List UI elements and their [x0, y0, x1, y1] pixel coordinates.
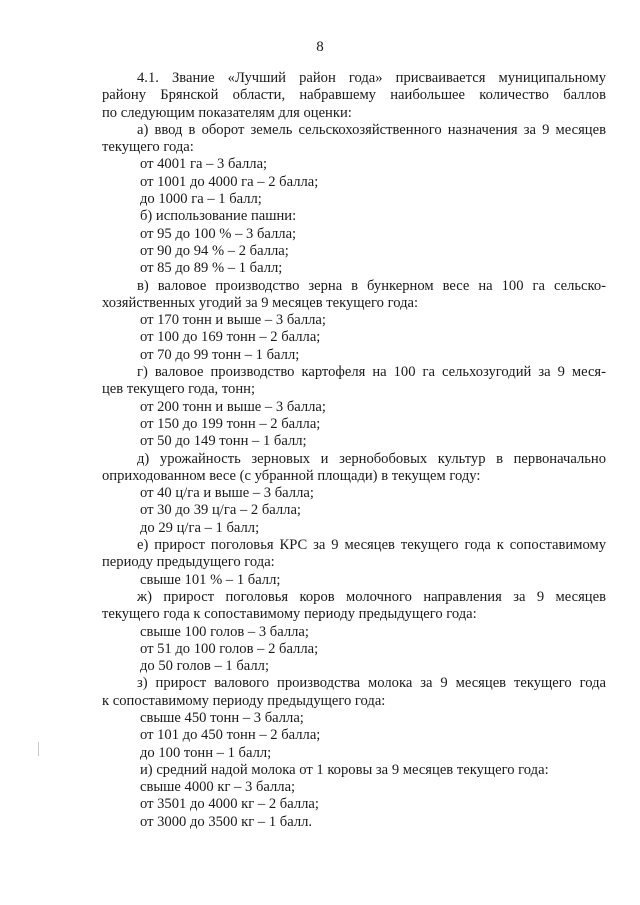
text-line: в) валовое производство зерна в бункерном весе на 100 га сельско-	[137, 277, 606, 294]
text-line: от 200 тонн и выше – 3 балла;	[140, 398, 326, 415]
text-line: от 100 до 169 тонн – 2 балла;	[140, 329, 321, 346]
document-body	[102, 70, 606, 831]
scan-artifact	[38, 742, 39, 756]
text-line: от 4001 га – 3 балла;	[140, 156, 268, 173]
text-line: оприходованном весе (с убранной площади) в текущем году:	[102, 467, 481, 484]
text-line: от 40 ц/га и выше – 3 балла;	[140, 485, 314, 502]
text-line: свыше 4000 кг – 3 балла;	[140, 779, 296, 796]
text-line: от 150 до 199 тонн – 2 балла;	[140, 415, 321, 432]
text-line: от 95 до 100 % – 3 балла;	[140, 225, 297, 242]
text-line: от 85 до 89 % – 1 балл;	[140, 260, 283, 277]
text-line: свыше 450 тонн – 3 балла;	[140, 709, 304, 726]
text-line: от 51 до 100 голов – 2 балла;	[140, 640, 319, 657]
text-line: от 50 до 149 тонн – 1 балл;	[140, 433, 307, 450]
page-number: 8	[316, 39, 324, 55]
text-line: свыше 101 % – 1 балл;	[140, 571, 281, 588]
text-line: от 170 тонн и выше – 3 балла;	[140, 312, 326, 329]
text-line: до 29 ц/га – 1 балл;	[140, 519, 260, 536]
text-line: от 70 до 99 тонн – 1 балл;	[140, 346, 300, 363]
text-line: свыше 100 голов – 3 балла;	[140, 623, 309, 640]
text-line: б) использование пашни:	[140, 208, 297, 225]
text-line: району Брянской области, набравшему наибольшее количество баллов	[102, 87, 606, 104]
text-line: и) средний надой молока от 1 коровы за 9 месяцев текущего года:	[140, 761, 549, 778]
text-line: цев текущего года, тонн;	[102, 381, 255, 398]
text-line: до 100 тонн – 1 балл;	[140, 744, 272, 761]
text-line: д) урожайность зерновых и зернобобовых культур в первоначально	[137, 450, 606, 467]
text-line: 4.1. Звание «Лучший район года» присваивается муниципальному	[137, 70, 606, 86]
text-line: г) валовое производство картофеля на 100 га сельхозугодий за 9 меся-	[137, 364, 606, 381]
text-line: е) прирост поголовья КРС за 9 месяцев текущего года к сопоставимому	[137, 537, 606, 554]
text-line: к сопоставимому периоду предыдущего года:	[102, 692, 386, 709]
text-line: хозяйственных угодий за 9 месяцев текущего года:	[102, 294, 419, 311]
text-line: от 3000 до 3500 кг – 1 балл.	[140, 813, 313, 830]
text-line: текущего года к сопоставимому периоду предыдущего года:	[102, 606, 477, 623]
text-line: а) ввод в оборот земель сельскохозяйственного назначения за 9 месяцев	[137, 121, 606, 138]
text-line: з) прирост валового производства молока за 9 месяцев текущего года	[137, 675, 606, 692]
text-line: периоду предыдущего года:	[102, 554, 275, 571]
text-line: от 90 до 94 % – 2 балла;	[140, 242, 289, 259]
text-line: по следующим показателям для оценки:	[102, 104, 352, 121]
text-line: ж) прирост поголовья коров молочного направления за 9 месяцев	[137, 588, 606, 605]
text-line: от 30 до 39 ц/га – 2 балла;	[140, 502, 301, 519]
text-line: текущего года:	[102, 139, 194, 156]
text-line: от 1001 до 4000 га – 2 балла;	[140, 173, 319, 190]
text-line: от 101 до 450 тонн – 2 балла;	[140, 727, 321, 744]
text-line: до 50 голов – 1 балл;	[140, 658, 269, 675]
text-line: от 3501 до 4000 кг – 2 балла;	[140, 796, 319, 813]
text-line: до 1000 га – 1 балл;	[140, 191, 262, 208]
